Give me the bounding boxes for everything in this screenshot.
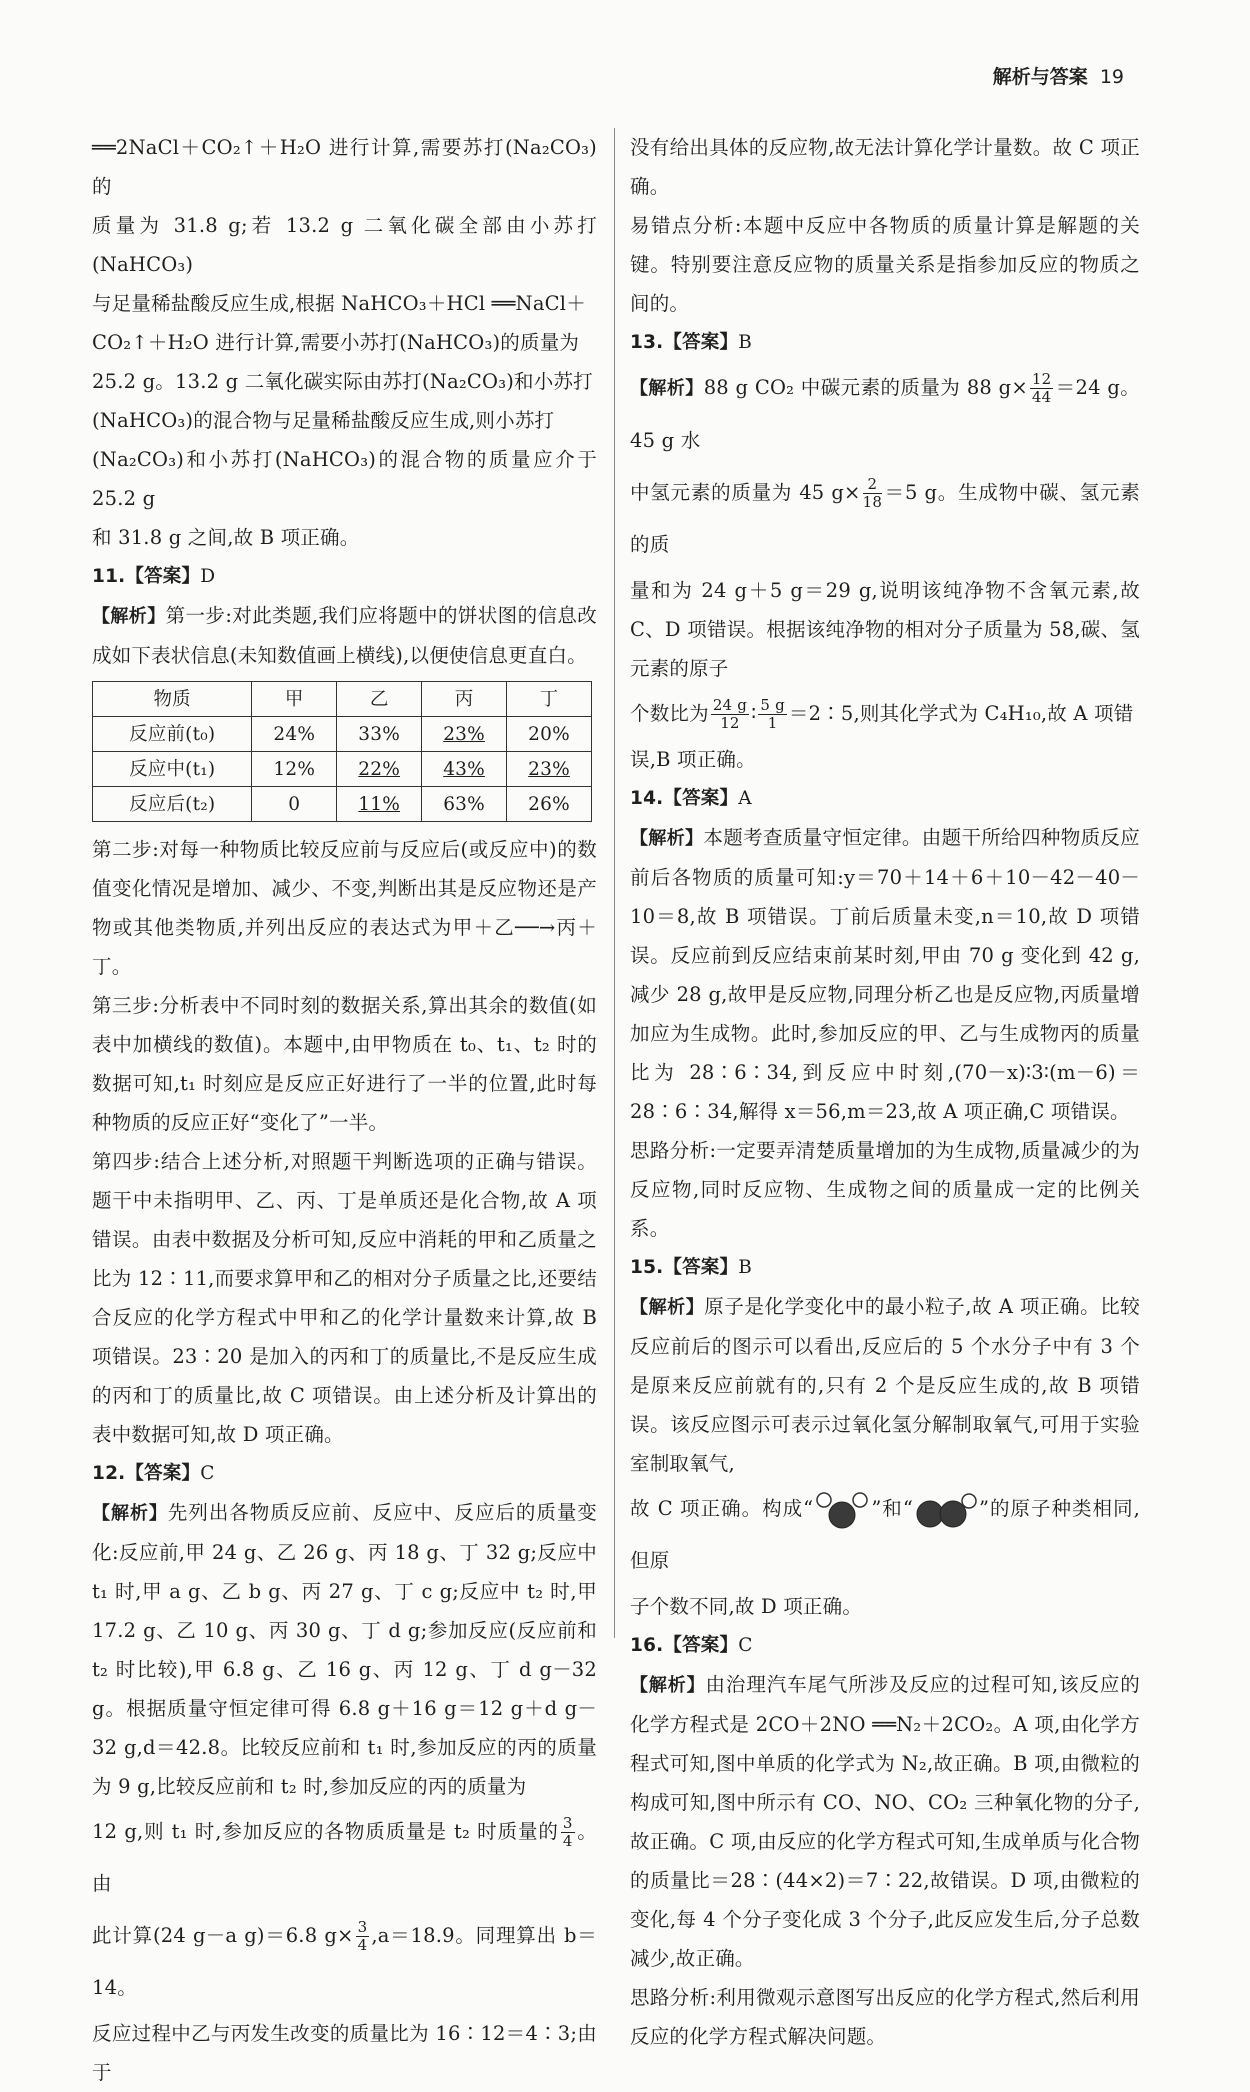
table-cell: 43%: [422, 752, 507, 787]
fraction: [758, 697, 787, 732]
text-run: ∶: [751, 702, 757, 725]
fraction: [1030, 371, 1054, 406]
table-cell: 23%: [507, 752, 592, 787]
table-row: [93, 717, 592, 752]
table-cell: 11%: [337, 787, 422, 822]
text-run: 12 g,则 t₁ 时,参加反应的各物质质量是 t₂ 时质量的: [92, 1820, 559, 1843]
answer-value: B: [738, 1257, 752, 1278]
table-cell: 23%: [422, 717, 507, 752]
fraction: [863, 476, 883, 511]
q11-analysis-intro: [92, 596, 597, 675]
answer-tag: 【答案】: [663, 1635, 739, 1656]
text-run: ＝24 g。45 g 水: [630, 376, 1140, 452]
question-number: 14.: [630, 788, 664, 809]
table-cell: 0: [252, 787, 337, 822]
header-title: 解析与答案: [992, 66, 1088, 88]
q13-line-2: [630, 467, 1140, 571]
text-run: ＝2∶5,则其化学式为 C₄H₁₀,故 A 项错: [788, 702, 1134, 725]
column-divider: [614, 128, 615, 1638]
analysis-tag: 【解析】: [630, 828, 704, 849]
analysis-tag: 【解析】: [92, 1503, 168, 1524]
table-cell: 反应中(t₁): [93, 752, 252, 787]
analysis-text: 先列出各物质反应前、反应中、反应后的质量变化:反应前,甲 24 g、乙 26 g、丙 18 g、丁 32 g;反应中 t₁ 时,甲 a g、乙 b g、丙 27 g、丁 c g;反应中 t₂ 时,甲 17.2 g、乙 10 g、丙 30 g、丁 d g;参加反应(反应前和 t₂ 时比较),甲 6.8 g、乙 16 g、丙 12 g、丁 d g－32 g。根据质量守恒定律可得 6.8 g＋16 g＝12 g＋d g－32 g,d＝42.8。比较反应前和 t₁ 时,参加反应的丙的质量为 9 g,比较反应前和 t₂ 时,参加反应的丙的质量为: [92, 1501, 597, 1798]
table-cell: 反应后(t₂): [93, 787, 252, 822]
water-molecule-icon: [913, 1490, 979, 1530]
table-cell: 26%: [507, 787, 592, 822]
fraction-denominator: 1: [767, 714, 778, 732]
analysis-text: 由治理汽车尾气所涉及反应的过程可知,该反应的化学方程式是 2CO＋2NO ══N₂＋2CO₂。A 项,由化学方程式可知,图中单质的化学式为 N₂,故正确。B 项,由微粒的构成可知,图中所示有 CO、NO、CO₂ 三种氧化物的分子,故正确。C 项,由反应的化学方程式可知,生成单质与化合物的质量比＝28∶(44×2)＝7∶22,故错误。D 项,由微粒的变化,每 4 个分子变化成 3 个分子,此反应发生后,分子总数减少,故正确。: [630, 1673, 1140, 1970]
analysis-tag: 【解析】: [630, 1675, 706, 1696]
fraction-denominator: 4: [562, 1832, 573, 1850]
table-header-cell: 丁: [507, 682, 592, 717]
answer-tag: 【答案】: [125, 1463, 201, 1484]
fraction-denominator: 44: [1031, 388, 1052, 406]
q11-step-3: 第三步:分析表中不同时刻的数据关系,算出其余的数值(如表中加横线的数值)。本题中,由甲物质在 t₀、t₁、t₂ 时的数据可知,t₁ 时刻应是反应正好进行了一半的位置,此时每种物质的反应正好“变化了”一半。: [92, 994, 597, 1134]
right-column: [630, 128, 1140, 2056]
table-cell: 20%: [507, 717, 592, 752]
reaction-data-table: [92, 681, 592, 822]
table-header-cell: 物质: [93, 682, 252, 717]
question-number: 15.: [630, 1257, 664, 1278]
table-row: [93, 752, 592, 787]
page-header: [993, 62, 1124, 89]
fraction-denominator: 12: [720, 714, 740, 732]
q12-error-analysis: 易错点分析:本题中反应中各物质的质量计算是解题的关键。特别要注意反应物的质量关系是指参加反应的物质之间的。: [630, 214, 1140, 315]
analysis-tag: 【解析】: [92, 606, 166, 627]
table-row: [93, 787, 592, 822]
answer-value: B: [738, 332, 752, 353]
question-number: 12.: [92, 1463, 126, 1484]
analysis-tag: 【解析】: [630, 378, 704, 399]
fraction: [711, 697, 749, 732]
text-run: 中氢元素的质量为 45 g×: [630, 481, 861, 504]
q12-fraction-line-1: [92, 1806, 597, 1910]
fraction-denominator: 18: [862, 493, 883, 511]
answer-value: A: [738, 788, 752, 809]
analysis-text: 原子是化学变化中的最小粒子,故 A 项正确。比较反应前后的图示可以看出,反应后的 5 个水分子中有 3 个是原来反应前就有的,只有 2 个是反应生成的,故 B 项错误。该反应图示可表示过氧化氢分解制取氧气,可用于实验室制取氧气,: [630, 1295, 1140, 1475]
text-line: CO₂↑＋H₂O 进行计算,需要小苏打(NaHCO₃)的质量为: [92, 331, 580, 354]
table-cell: 33%: [337, 717, 422, 752]
fraction: [561, 1815, 575, 1850]
page-number: 19: [1099, 66, 1124, 88]
text-line: 与足量稀盐酸反应生成,根据 NaHCO₃＋HCl ══NaCl＋: [92, 292, 586, 315]
q16-idea: 思路分析:利用微观示意图写出反应的化学方程式,然后利用反应的化学方程式解决问题。: [630, 1986, 1140, 2048]
q11-step-2: 第二步:对每一种物质比较反应前与反应后(或反应中)的数值变化情况是增加、减少、不变,判断出其是反应物还是产物或其他类物质,并列出反应的表达式为甲＋乙──→丙＋丁。: [92, 838, 597, 978]
text-run: 故 C 项正确。构成“: [630, 1497, 814, 1520]
hydrogen-peroxide-molecule-icon: [813, 1490, 871, 1530]
table-cell: 22%: [337, 752, 422, 787]
answer-value: D: [200, 566, 216, 587]
table-header-cell: 丙: [422, 682, 507, 717]
q16-analysis: [630, 1665, 1140, 1978]
text-run: ,a＝18.9。同理算出 b＝14。: [92, 1924, 597, 1999]
fraction: [356, 1919, 370, 1954]
answer-value: C: [738, 1635, 753, 1656]
analysis-text: 第一步:对此类题,我们应将题中的饼状图的信息改成如下表状信息(未知数值画上横线),以便使信息更直白。: [92, 604, 597, 667]
q13-answer: [630, 323, 1140, 362]
text-line: 25.2 g。13.2 g 二氧化碳实际由苏打(Na₂CO₃)和小苏打: [92, 370, 593, 393]
table-cell: 24%: [252, 717, 337, 752]
answer-tag: 【答案】: [125, 566, 201, 587]
answer-tag: 【答案】: [663, 1257, 739, 1278]
q14-analysis: [630, 818, 1140, 1131]
table-cell: 12%: [252, 752, 337, 787]
text-run: ”的原子种类相同,但原: [630, 1497, 1140, 1572]
text-run: 个数比为: [630, 702, 709, 725]
q15-molecule-line: [630, 1483, 1140, 1587]
q11-answer: [92, 557, 597, 596]
q13-end: 误,B 项正确。: [630, 748, 756, 771]
text-line: (NaHCO₃)的混合物与足量稀盐酸反应生成,则小苏打: [92, 409, 555, 432]
fraction-numerator: 2: [863, 476, 883, 494]
table-header-row: [93, 682, 592, 717]
fraction-denominator: 4: [357, 1936, 368, 1954]
text-line: 质量为 31.8 g;若 13.2 g 二氧化碳全部由小苏打(NaHCO₃): [92, 214, 597, 276]
q12-continuation: 没有给出具体的反应物,故无法计算化学计量数。故 C 项正确。: [630, 136, 1140, 198]
q15-answer: [630, 1248, 1140, 1287]
q10-continuation: [92, 128, 597, 557]
text-run: 88 g CO₂ 中碳元素的质量为 88 g×: [703, 376, 1028, 399]
q16-answer: [630, 1626, 1140, 1665]
fraction-numerator: 12: [1031, 370, 1052, 388]
fraction-numerator: 3: [562, 1814, 573, 1832]
answer-tag: 【答案】: [663, 788, 739, 809]
q14-answer: [630, 779, 1140, 818]
fraction-numerator: 5 g: [760, 696, 785, 714]
answer-value: C: [200, 1463, 215, 1484]
q14-idea: 思路分析:一定要弄清楚质量增加的为生成物,质量减少的为反应物,同时反应物、生成物之间的质量成一定的比例关系。: [630, 1139, 1140, 1240]
q13-middle: 量和为 24 g＋5 g＝29 g,说明该纯净物不含氧元素,故 C、D 项错误。根据该纯净物的相对分子质量为 58,碳、氢元素的原子: [630, 579, 1140, 680]
answer-tag: 【答案】: [663, 332, 739, 353]
table-header-cell: 甲: [252, 682, 337, 717]
table-header-cell: 乙: [337, 682, 422, 717]
text-run: 此计算(24 g－a g)＝6.8 g×: [92, 1924, 354, 1947]
fraction-numerator: 24 g: [712, 696, 748, 714]
table-cell: 63%: [422, 787, 507, 822]
question-number: 13.: [630, 332, 664, 353]
q11-step-4: 第四步:结合上述分析,对照题干判断选项的正确与错误。题干中未指明甲、乙、丙、丁是单质还是化合物,故 A 项错误。由表中数据及分析可知,反应中消耗的甲和乙质量之比为 12∶11,而要求算甲和乙的相对分子质量之比,还要结合反应的化学方程式中甲和乙的化学计量数来计算,故 B 项错误。23∶20 是加入的丙和丁的质量比,不是反应生成的丙和丁的质量比,故 C 项错误。由上述分析及计算出的表中数据可知,故 D 项正确。: [92, 1150, 597, 1446]
q12-analysis: [92, 1493, 597, 1806]
q13-line-3: [630, 688, 1140, 740]
fraction-numerator: 3: [357, 1918, 368, 1936]
table-cell: 反应前(t₀): [93, 717, 252, 752]
text-run: ＝5 g。生成物中碳、氢元素的质: [630, 481, 1140, 556]
q15-end: 子个数不同,故 D 项正确。: [630, 1595, 863, 1618]
q12-answer: [92, 1454, 597, 1493]
question-number: 16.: [630, 1635, 664, 1656]
text-run: 。由: [92, 1820, 597, 1895]
analysis-text: 本题考查质量守恒定律。由题干所给四种物质反应前后各物质的质量可知:y＝70＋14＋6＋10－42－40－10＝8,故 B 项错误。丁前后质量未变,n＝10,故 D 项错误。反应前到反应结束前某时刻,甲由 70 g 变化到 42 g,减少 28 g,故甲是反应物,同理分析乙也是反应物,丙质量增加应为生成物。此时,参加反应的甲、乙与生成物丙的质量比为 28∶6∶34,到反应中时刻,(70－x)∶3∶(m－6)＝28∶6∶34,解得 x＝56,m＝23,故 A 项正确,C 项错误。: [630, 826, 1140, 1123]
question-number: 11.: [92, 566, 126, 587]
text-line: (Na₂CO₃)和小苏打(NaHCO₃)的混合物的质量应介于 25.2 g: [92, 448, 597, 510]
q12-last-line: 反应过程中乙与丙发生改变的质量比为 16∶12＝4∶3;由于: [92, 2022, 597, 2084]
q13-line-1: [630, 362, 1140, 467]
analysis-tag: 【解析】: [630, 1297, 705, 1318]
text-line: ══2NaCl＋CO₂↑＋H₂O 进行计算,需要苏打(Na₂CO₃)的: [92, 136, 597, 198]
q12-fraction-line-2: [92, 1910, 597, 2014]
text-line: 和 31.8 g 之间,故 B 项正确。: [92, 526, 360, 549]
text-run: ”和“: [871, 1497, 913, 1520]
left-column: [92, 128, 597, 2092]
q15-analysis: [630, 1287, 1140, 1483]
